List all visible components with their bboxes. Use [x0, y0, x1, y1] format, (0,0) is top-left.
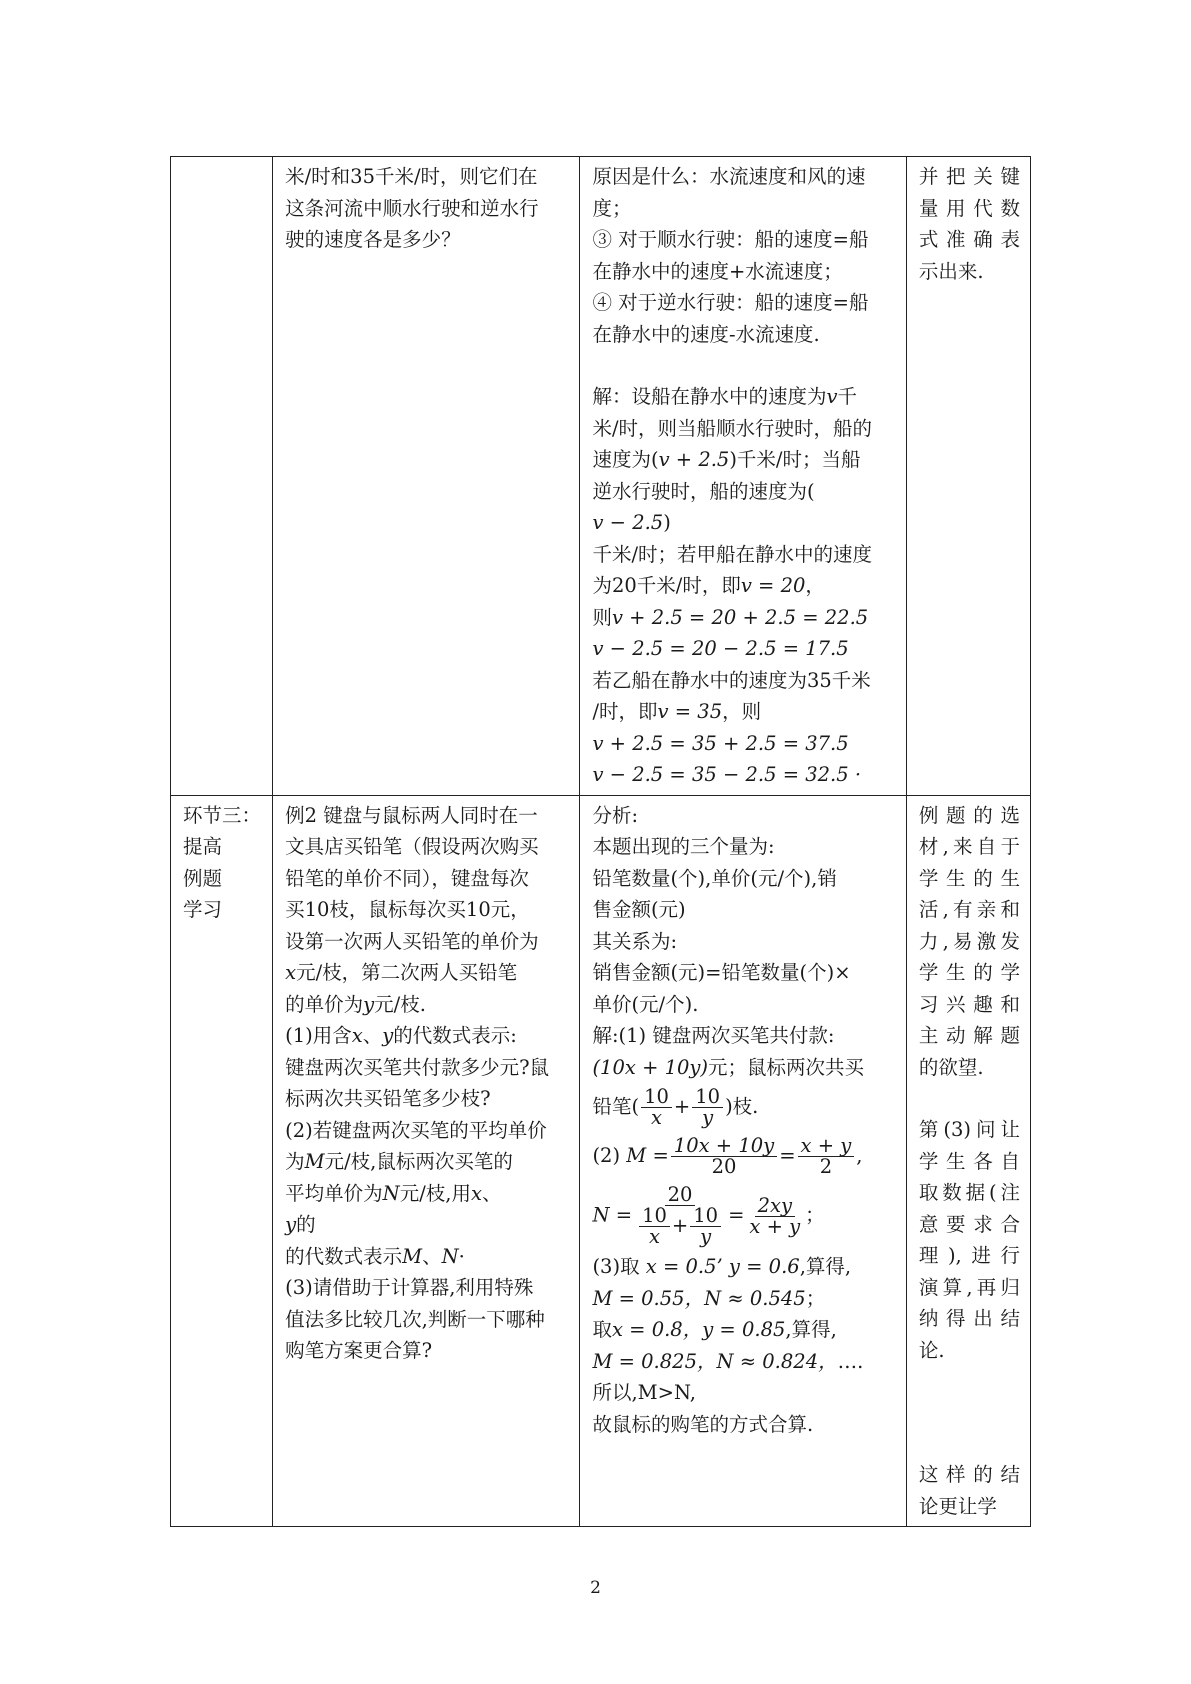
text-line: 学生的学	[918, 961, 1020, 984]
operator: +	[673, 1095, 691, 1118]
text-line	[592, 1283, 895, 1315]
text-segment: ,算得,	[799, 1255, 852, 1278]
text-line: 学生的生	[918, 866, 1020, 890]
text-line: 键盘两次买笔共付款多少元?鼠	[285, 1055, 550, 1079]
text-segment: ，则	[722, 700, 762, 723]
text-segment: 为	[285, 1150, 305, 1173]
text-line: 演算,再归	[918, 1275, 1020, 1299]
denominator: x	[650, 1106, 662, 1129]
numerator: 10	[690, 1206, 721, 1227]
math-var: v	[826, 385, 838, 408]
text-line: (2)若键盘两次买笔的平均单价	[285, 1118, 547, 1142]
text-line: 并把关键	[918, 165, 1020, 188]
spacer	[919, 1366, 1020, 1397]
text-segment: /时，即	[592, 700, 658, 723]
text-segment: 元/枝.	[374, 992, 426, 1016]
denominator: x + y	[749, 1214, 801, 1238]
fraction	[798, 1136, 855, 1177]
text-segment: 的	[296, 1213, 316, 1236]
denominator: x	[648, 1225, 660, 1248]
spacer	[919, 1428, 1020, 1459]
text-line: 原因是什么：水流速度和风的速	[592, 165, 866, 188]
text-line: 这样的结	[918, 1463, 1020, 1486]
denominator: 2	[819, 1155, 833, 1178]
math-expr: M = 0.55，N ≈ 0.545	[592, 1286, 806, 1310]
text-line: 逆水行驶时，船的速度为(	[592, 479, 815, 503]
numerator: 10	[641, 1087, 672, 1108]
math-expr: v + 2.5 = 35 + 2.5 = 37.5	[592, 731, 849, 755]
math-var: N	[441, 1244, 459, 1268]
text-line	[592, 1251, 895, 1283]
denominator: y	[700, 1225, 712, 1248]
text-line	[592, 633, 895, 665]
text-line: 售金额(元)	[592, 898, 686, 921]
numerator: 10x + 10y	[671, 1136, 777, 1157]
text-line	[285, 1241, 569, 1273]
text-line: 铅笔数量(个),单价(元/个),销	[592, 866, 837, 890]
text-line: 千米/时；若甲船在静水中的速度	[592, 542, 873, 566]
spacer	[592, 350, 895, 381]
text-line: 其关系为:	[592, 929, 678, 953]
math-expr: v = 20	[740, 574, 806, 597]
math-expr: v − 2.5 = 20 − 2.5 = 17.5	[592, 637, 849, 660]
text-line: 解:(1) 键盘两次买笔共付款:	[592, 1024, 835, 1047]
text-line: 学生各自	[918, 1149, 1020, 1173]
fraction	[671, 1136, 777, 1177]
numerator: 10	[639, 1206, 670, 1227]
table-row	[171, 157, 1031, 796]
text-line: 设第一次两人买铅笔的单价为	[285, 929, 539, 953]
text-line: 例2 键盘与鼠标两人同时在一	[285, 803, 538, 827]
fraction	[690, 1206, 721, 1247]
math-expr: (10x + 10y)	[592, 1055, 709, 1079]
spacer	[919, 1083, 1020, 1114]
text-line: 在静水中的速度+水流速度；	[592, 259, 843, 283]
text-segment: 铅笔(	[592, 1095, 640, 1118]
text-segment: 的代数式表示:	[393, 1024, 517, 1047]
text-segment: 、	[362, 1024, 383, 1047]
text-line: ④ 对于逆水行驶：船的速度=船	[592, 291, 869, 314]
text-line: 买10枝，鼠标每次买10元，	[285, 898, 530, 921]
operator: =	[728, 1203, 745, 1227]
student-activity-cell	[580, 157, 906, 796]
text-segment: ，	[805, 574, 825, 597]
text-segment: 的代数式表示	[285, 1244, 403, 1268]
text-line	[285, 957, 569, 989]
text-line	[592, 381, 895, 413]
text-segment: 取	[592, 1318, 612, 1341]
text-segment: (2)	[592, 1144, 621, 1167]
lesson-plan-table	[170, 156, 1031, 1527]
text-segment: 元/枝，第二次两人买铅笔	[296, 961, 518, 984]
text-line: 取数据(注	[918, 1181, 1020, 1204]
text-line	[592, 602, 895, 634]
text-segment: 的单价为	[285, 992, 364, 1016]
stage-label: 例题	[183, 866, 223, 890]
text-segment: 元；鼠标两次共买	[708, 1055, 865, 1079]
fraction	[641, 1087, 672, 1128]
text-segment: ·	[458, 1244, 465, 1268]
math-expr: x = 0.8，y = 0.85	[611, 1318, 786, 1341]
text-segment: 速度为(	[592, 448, 659, 471]
math-var: M	[304, 1150, 325, 1173]
teaching-content-cell	[273, 157, 580, 796]
text-line	[285, 1020, 569, 1052]
stage-label: 提高	[183, 835, 223, 858]
math-var: M	[402, 1244, 423, 1268]
text-line: 分析:	[592, 803, 639, 827]
text-line: 第(3)问让	[918, 1118, 1020, 1141]
denominator	[634, 1206, 726, 1247]
text-line: 力,易激发	[918, 929, 1020, 953]
text-line: 驶的速度各是多少？	[285, 228, 461, 251]
text-line: 在静水中的速度-水流速度.	[592, 322, 820, 346]
fraction	[639, 1206, 670, 1247]
text-line: 论.	[918, 1338, 945, 1362]
page-number: 2	[590, 1578, 601, 1598]
text-segment: )枝.	[725, 1095, 759, 1118]
text-line: 意要求合	[918, 1212, 1020, 1236]
text-line: 论更让学	[918, 1494, 997, 1518]
text-segment: 、	[481, 1181, 502, 1205]
text-segment: ；	[805, 1286, 826, 1310]
text-line: ③ 对于顺水行驶：船的速度=船	[592, 228, 869, 251]
stage-label: 环节三：	[183, 803, 262, 827]
math-expr: x = 0.5’ y = 0.6	[645, 1255, 800, 1278]
text-segment: )千米/时；当船	[729, 448, 861, 471]
text-segment: ….	[837, 1349, 864, 1373]
text-line: 材,来自于	[918, 835, 1020, 858]
table-row	[171, 795, 1031, 1527]
text-line	[592, 1052, 895, 1084]
numerator: 20	[665, 1185, 696, 1206]
text-line: 销售金额(元)=铅笔数量(个)×	[592, 961, 851, 984]
math-expr: M =	[626, 1144, 669, 1167]
text-line	[285, 1209, 569, 1241]
formula-line	[592, 1132, 895, 1181]
formula-line	[592, 1083, 895, 1132]
text-segment: ,算得,	[785, 1318, 837, 1341]
math-var: y	[363, 992, 375, 1016]
math-var: x	[470, 1181, 482, 1205]
math-expr: N =	[592, 1203, 633, 1227]
text-line: 理),进行	[918, 1244, 1020, 1267]
numerator: 10	[692, 1087, 723, 1108]
text-line: 量用代数	[918, 196, 1020, 220]
text-line	[592, 570, 895, 602]
text-segment: )	[663, 511, 671, 534]
text-line: 式准确表	[918, 228, 1020, 251]
text-line	[592, 1314, 895, 1346]
text-line: 的欲望.	[918, 1055, 984, 1079]
math-var: x	[285, 961, 297, 984]
text-line	[592, 507, 895, 539]
text-line: 购笔方案更合算?	[285, 1339, 433, 1362]
numerator: x + y	[798, 1136, 855, 1157]
text-line: 值法多比较几次,判断一下哪种	[285, 1307, 545, 1331]
spacer	[919, 1397, 1020, 1428]
text-segment: 为20千米/时，即	[592, 574, 741, 597]
text-line: 单价(元/个).	[592, 992, 699, 1016]
text-line	[592, 444, 895, 476]
math-expr: v + 2.5 = 20 + 2.5 = 22.5	[611, 605, 869, 629]
operator: +	[671, 1214, 689, 1237]
text-segment: (3)取	[592, 1255, 640, 1278]
text-line: 这条河流中顺水行驶和逆水行	[285, 196, 539, 220]
text-line: 度；	[592, 196, 632, 220]
formula-line	[592, 1181, 895, 1251]
text-line	[285, 1178, 569, 1210]
text-line	[285, 989, 569, 1021]
stage-label: 学习	[183, 898, 223, 921]
math-expr: v + 2.5	[658, 448, 730, 471]
text-line: 铅笔的单价不同），键盘每次	[285, 866, 529, 890]
operator: =	[779, 1144, 796, 1167]
stage-cell	[171, 157, 273, 796]
text-line: (3)请借助于计算器,利用特殊	[285, 1276, 534, 1299]
student-activity-cell	[580, 795, 906, 1527]
text-segment: 解：设船在静水中的速度为	[592, 385, 827, 408]
numerator: 2xy	[755, 1196, 795, 1217]
text-line: 米/时和35千米/时，则它们在	[285, 165, 538, 188]
math-var: N	[382, 1181, 400, 1205]
text-segment: 平均单价为	[285, 1181, 383, 1205]
text-segment: ；	[805, 1203, 825, 1227]
text-line: 米/时，则当船顺水行驶时，船的	[592, 416, 873, 440]
text-segment: (1)用含	[285, 1024, 352, 1047]
text-line	[592, 696, 895, 728]
teaching-content-cell	[273, 795, 580, 1527]
text-segment: 千	[837, 385, 858, 408]
text-segment: ,	[856, 1144, 863, 1167]
text-line: 活,有亲和	[918, 898, 1020, 921]
stage-cell	[171, 795, 273, 1527]
text-segment: 元/枝,用	[399, 1181, 471, 1205]
fraction	[746, 1193, 803, 1238]
text-line: 例题的选	[918, 803, 1020, 827]
text-line: 主动解题	[918, 1024, 1020, 1047]
math-expr: M = 0.825，N ≈ 0.824，	[592, 1349, 838, 1373]
denominator: 20	[711, 1155, 737, 1178]
text-line: 所以,M>N,	[592, 1381, 696, 1404]
text-line: 示出来.	[918, 259, 984, 283]
design-intent-cell	[906, 157, 1030, 796]
text-line: 习兴趣和	[918, 992, 1020, 1016]
text-line: 本题出现的三个量为:	[592, 835, 775, 858]
fraction	[634, 1185, 726, 1247]
math-var: x	[351, 1024, 363, 1047]
math-var: y	[382, 1024, 394, 1047]
text-segment: 则	[592, 605, 612, 629]
text-segment: 元/枝,鼠标两次买笔的	[324, 1150, 513, 1173]
text-line: 纳得出结	[918, 1307, 1020, 1330]
design-intent-cell	[906, 795, 1030, 1527]
text-line: 若乙船在静水中的速度为35千米	[592, 668, 871, 692]
text-line	[285, 1146, 569, 1178]
math-expr: v − 2.5 = 35 − 2.5 = 32.5 ·	[592, 763, 862, 786]
text-line: 故鼠标的购笔的方式合算.	[592, 1412, 814, 1436]
text-line	[592, 728, 895, 760]
math-var: y	[285, 1213, 297, 1236]
math-expr: v − 2.5	[592, 511, 664, 534]
fraction	[692, 1087, 723, 1128]
text-line	[592, 1346, 895, 1378]
denominator: y	[702, 1106, 714, 1129]
math-expr: v = 35	[657, 700, 723, 723]
text-line	[592, 759, 895, 791]
text-line: 文具店买铅笔（假设两次购买	[285, 835, 539, 858]
text-segment: 、	[422, 1244, 442, 1268]
text-line: 标两次共买铅笔多少枝?	[285, 1087, 491, 1110]
